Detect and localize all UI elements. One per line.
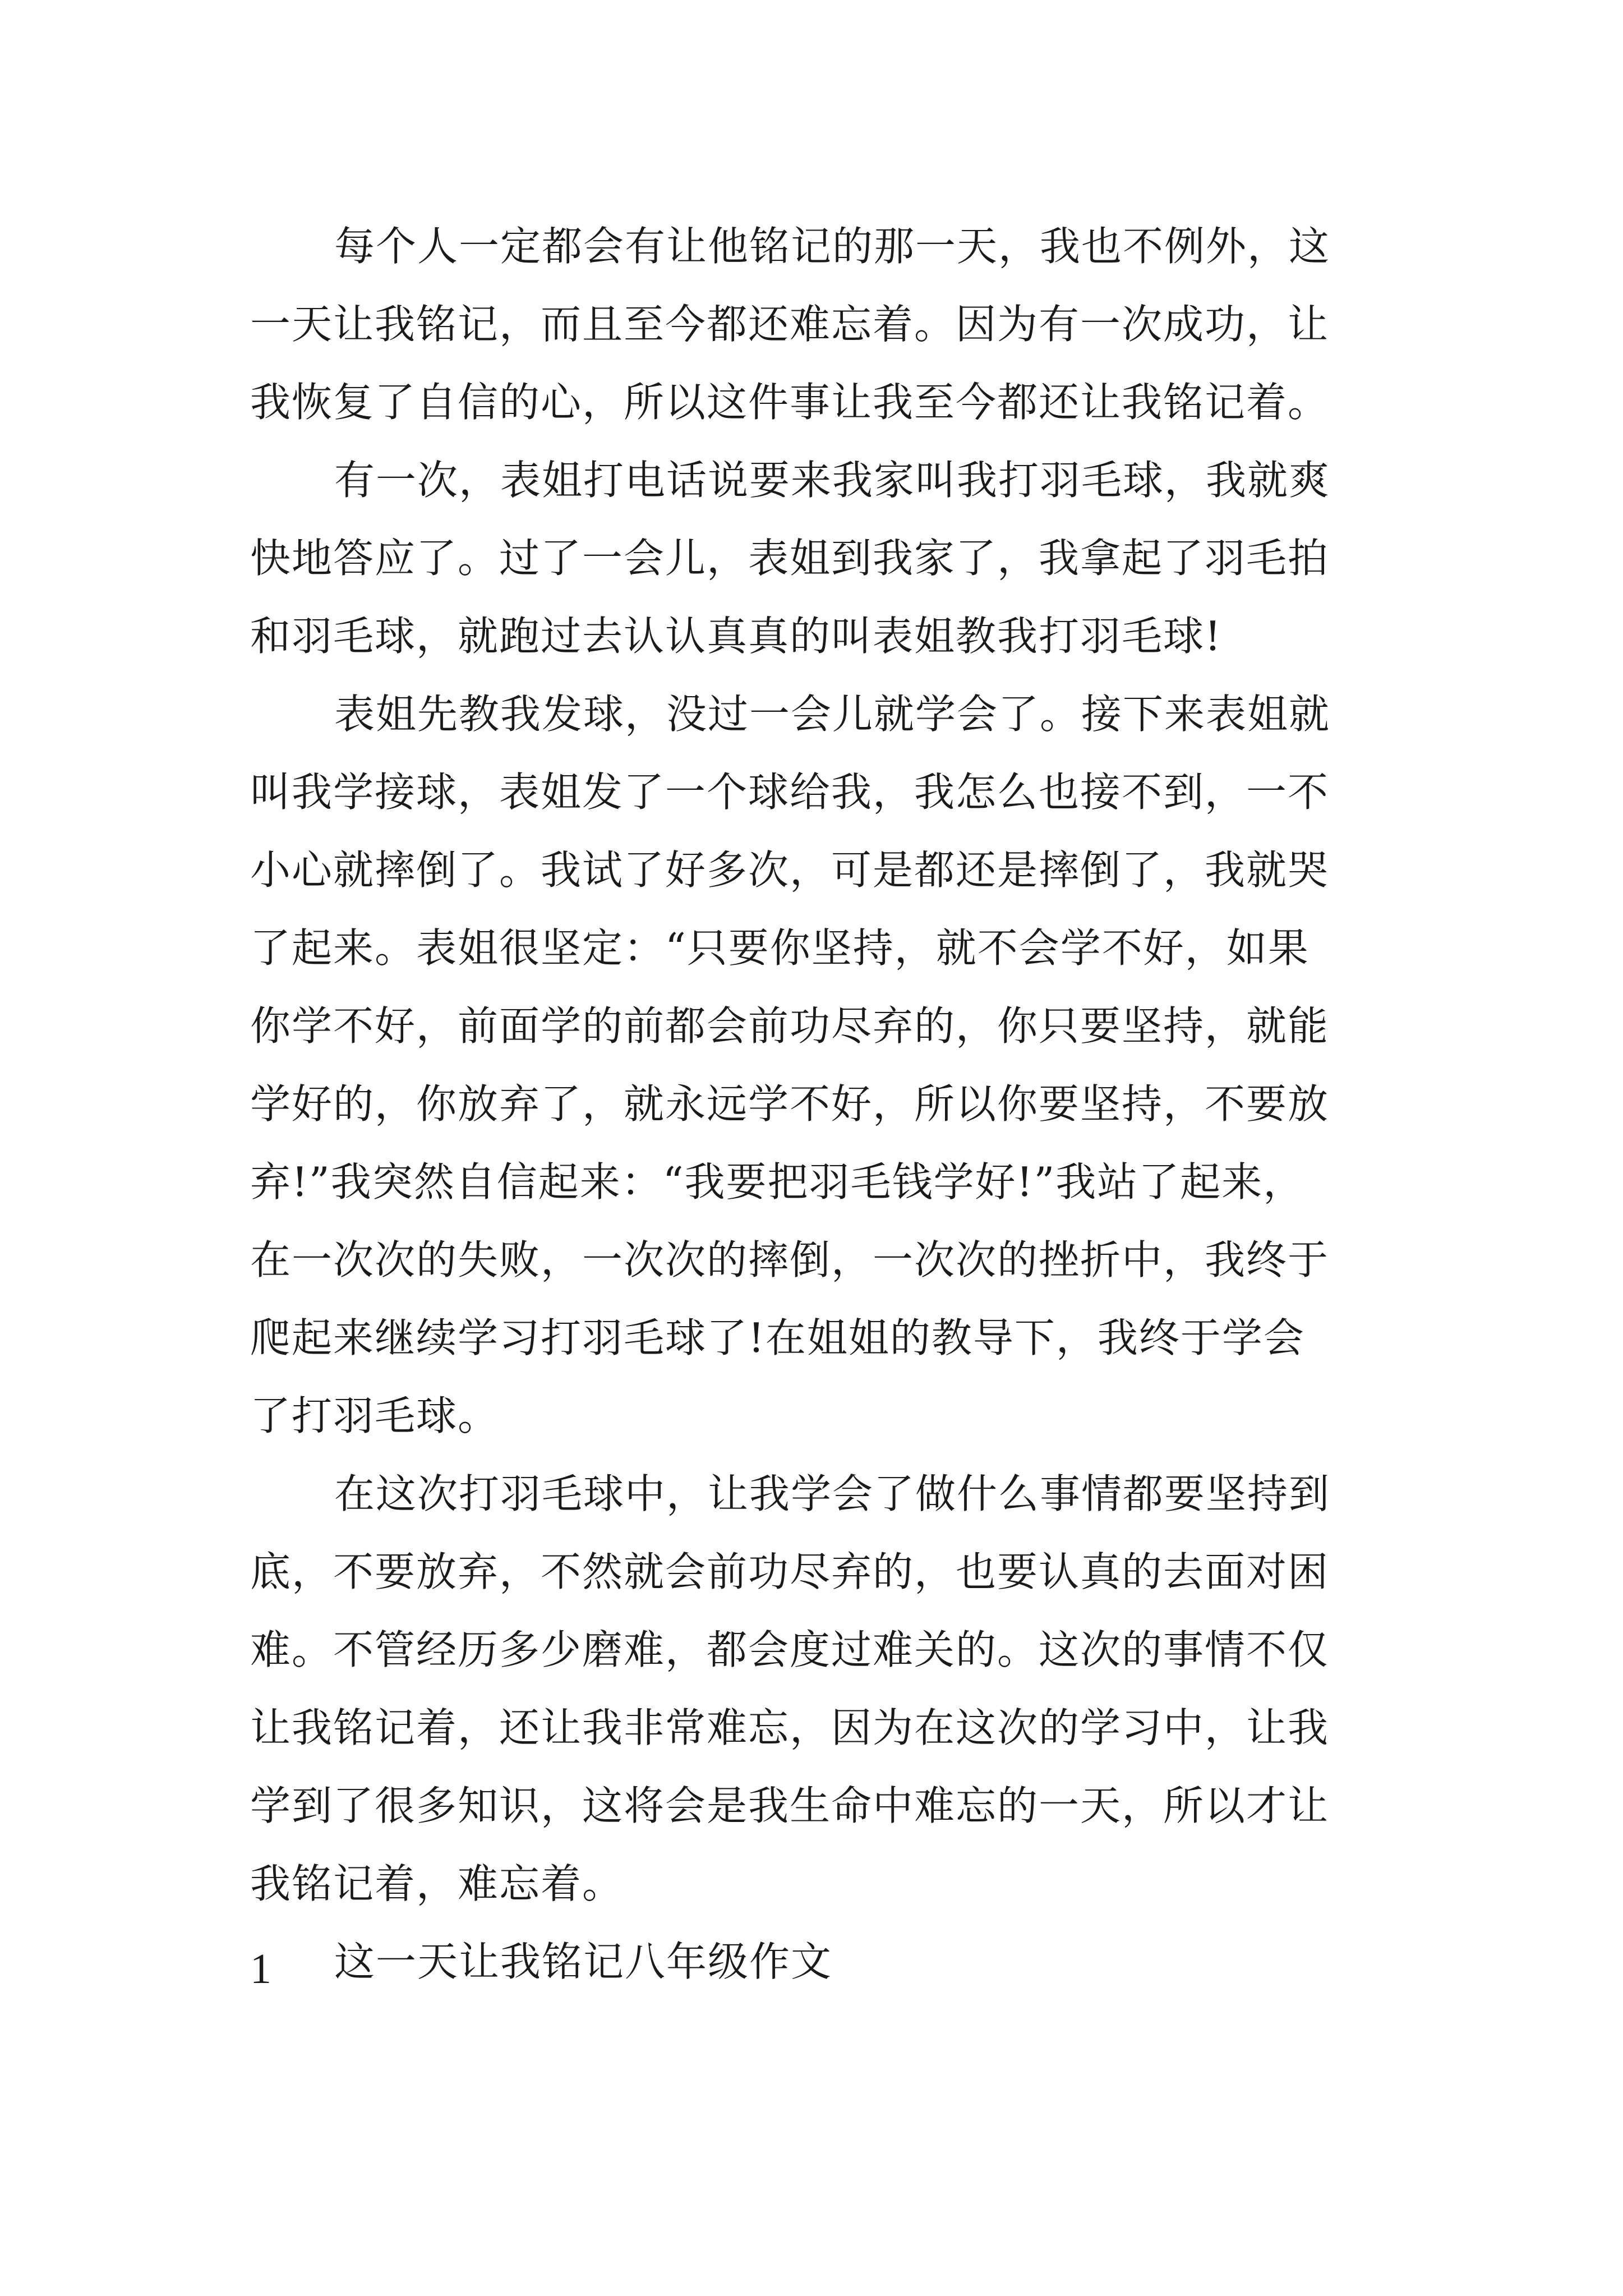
text-line: 底，不要放弃，不然就会前功尽弃的，也要认真的去面对困 bbox=[250, 1548, 1330, 1595]
text-line: 弃!”我突然自信起来：“我要把羽毛钱学好!”我站了起来， bbox=[250, 1158, 1305, 1205]
text-line: 了起来。表姐很坚定：“只要你坚持，就不会学不好，如果 bbox=[250, 924, 1310, 972]
text-line: 在这次打羽毛球中，让我学会了做什么事情都要坚持到 bbox=[334, 1470, 1331, 1517]
text-line: 学好的，你放弃了，就永远学不好，所以你要坚持，不要放 bbox=[250, 1080, 1330, 1128]
text-line: 有一次，表姐打电话说要来我家叫我打羽毛球，我就爽 bbox=[334, 457, 1331, 504]
text-line: 学到了很多知识，这将会是我生命中难忘的一天，所以才让 bbox=[250, 1782, 1330, 1829]
text-line: 难。不管经历多少磨难，都会度过难关的。这次的事情不仅 bbox=[250, 1626, 1330, 1673]
page-number: 1 bbox=[250, 1945, 271, 1993]
text-line: 这一天让我铭记八年级作文 bbox=[334, 1938, 833, 1985]
text-line: 每个人一定都会有让他铭记的那一天，我也不例外，这 bbox=[334, 223, 1331, 270]
text-line: 我铭记着，难忘着。 bbox=[250, 1860, 624, 1907]
text-line: 小心就摔倒了。我试了好多次，可是都还是摔倒了，我就哭 bbox=[250, 846, 1330, 894]
text-line: 快地答应了。过了一会儿，表姐到我家了，我拿起了羽毛拍 bbox=[250, 535, 1330, 582]
text-line: 爬起来继续学习打羽毛球了!在姐姐的教导下，我终于学会 bbox=[250, 1314, 1305, 1361]
essay-body bbox=[250, 208, 1389, 2001]
text-line: 了打羽毛球。 bbox=[250, 1392, 500, 1439]
text-line: 在一次次的失败，一次次的摔倒，一次次的挫折中，我终于 bbox=[250, 1236, 1330, 1283]
text-line: 和羽毛球，就跑过去认认真真的叫表姐教我打羽毛球! bbox=[250, 613, 1222, 660]
text-line: 一天让我铭记，而且至今都还难忘着。因为有一次成功，让 bbox=[250, 301, 1330, 348]
text-line: 表姐先教我发球，没过一会儿就学会了。接下来表姐就 bbox=[334, 691, 1331, 738]
text-line: 叫我学接球，表姐发了一个球给我，我怎么也接不到，一不 bbox=[250, 769, 1330, 816]
text-line: 你学不好，前面学的前都会前功尽弃的，你只要坚持，就能 bbox=[250, 1002, 1330, 1050]
text-line: 让我铭记着，还让我非常难忘，因为在这次的学习中，让我 bbox=[250, 1704, 1330, 1751]
text-line: 我恢复了自信的心，所以这件事让我至今都还让我铭记着。 bbox=[250, 379, 1330, 426]
